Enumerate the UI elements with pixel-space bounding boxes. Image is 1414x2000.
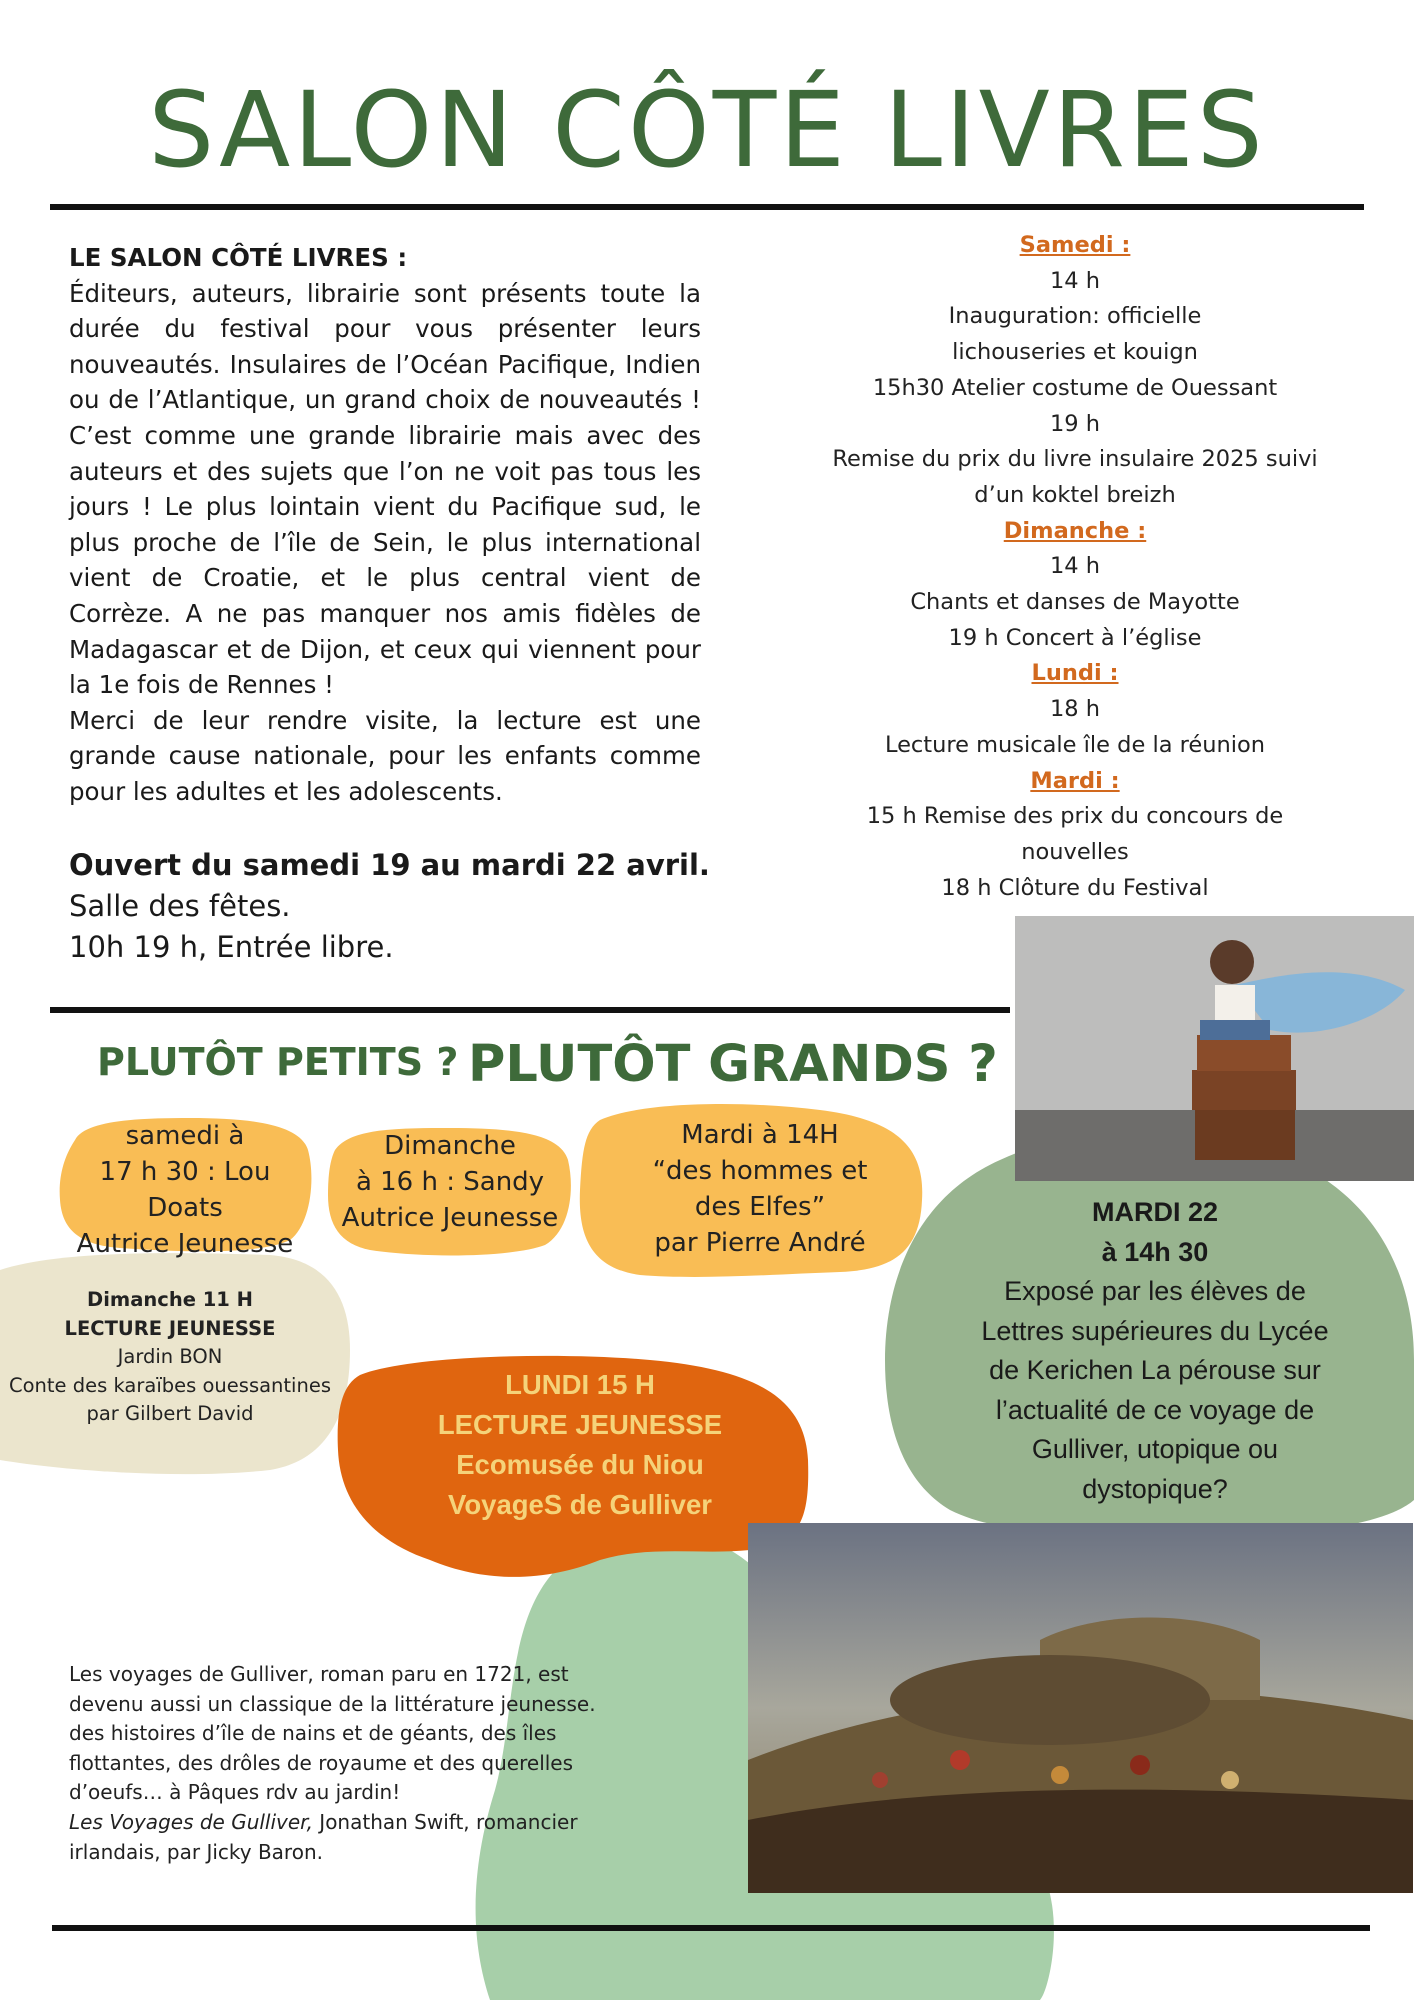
bubble-line: Autrice Jeunesse (76, 1229, 294, 1259)
gulliver-line: irlandais, par Jicky Baron. (69, 1839, 323, 1864)
bubble-line: VoyageS de Gulliver (448, 1489, 712, 1520)
page-title: SALON CÔTÉ LIVRES (148, 69, 1266, 191)
book-title: Les Voyages de Gulliver, (69, 1809, 313, 1834)
bubble-line: LUNDI 15 H (505, 1369, 655, 1400)
bubble-line: Dimanche (384, 1131, 516, 1161)
middle-divider (50, 1007, 1010, 1013)
section-grands: PLUTÔT GRANDS ? (468, 1035, 998, 1094)
program-line: d’un koktel breizh (974, 481, 1176, 508)
bubble-line: Autrice Jeunesse (341, 1203, 559, 1233)
opening-place: Salle des fêtes. (69, 889, 291, 923)
program-day-samedi: Samedi : (1019, 232, 1131, 258)
gulliver-line: devenu aussi un classique de la littérature jeunesse. (69, 1691, 596, 1716)
program-line: Remise du prix du livre insulaire 2025 suivi (832, 446, 1318, 473)
bubble-line: Dimanche 11 H (87, 1288, 253, 1311)
opening-hours: 10h 19 h, Entrée libre. (69, 930, 394, 964)
intro-paragraph-2: Merci de leur rendre visite, la lecture est une grande cause nationale, pour les enfants comme pour les adultes et les adolescents. (69, 705, 701, 806)
program-line: Lecture musicale île de la réunion (884, 731, 1266, 758)
program-day-dimanche: Dimanche : (1003, 517, 1147, 544)
bubble-line: l’actualité de ce voyage de (995, 1394, 1315, 1425)
book-rest: Jonathan Swift, romancier (312, 1809, 578, 1834)
program (790, 228, 1360, 906)
bubble-lundi (380, 1365, 780, 1525)
bubble-line: Conte des karaïbes ouessantines (9, 1373, 331, 1397)
bubble-line: “des hommes et (652, 1156, 868, 1186)
gulliver-book-line (69, 1808, 629, 1838)
bubble-line: de Kerichen La pérouse sur (989, 1355, 1321, 1385)
program-line: 14 h (1049, 553, 1101, 580)
program-line: Chants et danses de Mayotte (910, 589, 1240, 616)
bubble-line: LECTURE JEUNESSE (437, 1409, 723, 1440)
bubble-line: Exposé par les élèves de (1004, 1276, 1306, 1306)
opening-dates: Ouvert du samedi 19 au mardi 22 avril. (69, 848, 710, 882)
intro-text (69, 240, 701, 810)
bubble-dimanche (330, 1128, 570, 1236)
bubble-line: 17 h 30 : Lou Doats (99, 1157, 271, 1223)
gulliver-painting (748, 1523, 1413, 1893)
program-line: nouvelles (1021, 838, 1129, 865)
bubble-dimanche-lecture (0, 1286, 340, 1429)
bottom-divider (52, 1925, 1370, 1931)
program-line: Inauguration: officielle (948, 303, 1202, 330)
bubble-line: Mardi à 14H (681, 1120, 839, 1150)
bubble-line: dystopique? (1082, 1473, 1228, 1504)
child-photo (1015, 916, 1414, 1181)
program-line: 18 h Clôture du Festival (941, 874, 1209, 901)
bubble-line: à 16 h : Sandy (355, 1167, 545, 1197)
bubble-line: MARDI 22 (1091, 1197, 1219, 1227)
bubble-samedi (60, 1118, 310, 1262)
bubble-line: LECTURE JEUNESSE (64, 1316, 276, 1340)
bubble-line: Gulliver, utopique ou (1031, 1434, 1279, 1464)
bubble-line: par Gilbert David (86, 1402, 254, 1425)
program-line: 19 h (1049, 410, 1101, 437)
program-line: 15h30 Atelier costume de Ouessant (872, 374, 1278, 401)
program-line: 19 h Concert à l’église (948, 624, 1202, 651)
program-day-mardi: Mardi : (1030, 767, 1120, 794)
opening-info (69, 845, 749, 968)
program-line: lichouseries et kouign (952, 339, 1198, 366)
bubble-line: Jardin BON (117, 1345, 223, 1368)
gulliver-line: d’oeufs… à Pâques rdv au jardin! (69, 1780, 401, 1805)
program-line: 15 h Remise des prix du concours de (866, 803, 1284, 830)
bubble-line: Lettres supérieures du Lycée (981, 1315, 1329, 1346)
bubble-line: par Pierre André (654, 1228, 866, 1258)
gulliver-line: des histoires d’île de nains et de géants, des îles (69, 1721, 557, 1746)
bubble-mardi (600, 1117, 920, 1261)
bubble-line: Ecomusée du Niou (456, 1449, 704, 1480)
intro-paragraph-1: Éditeurs, auteurs, librairie sont présents toute la durée du festival pour vous présenter leurs nouveautés. Insulaires de l’Océan Pacifique, Indien ou de l’Atlantique, un grand choix de nouveautés ! C’est comme une grande librairie mais avec des auteurs et des sujets que l’on ne voit pas tous les jours ! Le plus lointain vient du Pacifique sud, le plus proche de l’île de Sein, le plus international vient de Croatie, et le plus central vient de Corrèze. A ne pas manquer nos amis fidèles de Madagascar et de Dijon, et ceux qui viennent pour la 1e fois de Rennes ! (69, 278, 701, 700)
program-day-lundi: Lundi : (1031, 660, 1119, 687)
bubble-mardi22 (930, 1193, 1380, 1509)
intro-heading: LE SALON CÔTÉ LIVRES : (69, 243, 408, 272)
gulliver-text (69, 1660, 629, 1867)
program-line: 14 h (1049, 267, 1101, 294)
bubble-line: à 14h 30 (1101, 1236, 1209, 1267)
bubble-line: samedi à (125, 1121, 245, 1151)
gulliver-line: flottantes, des drôles de royaume et des querelles (69, 1750, 574, 1775)
top-divider (50, 204, 1364, 210)
bubble-line: des Elfes” (694, 1192, 826, 1222)
section-petits: PLUTÔT PETITS ? (97, 1040, 459, 1084)
program-line: 18 h (1049, 696, 1101, 723)
gulliver-line: Les voyages de Gulliver, roman paru en 1721, est (69, 1662, 569, 1686)
